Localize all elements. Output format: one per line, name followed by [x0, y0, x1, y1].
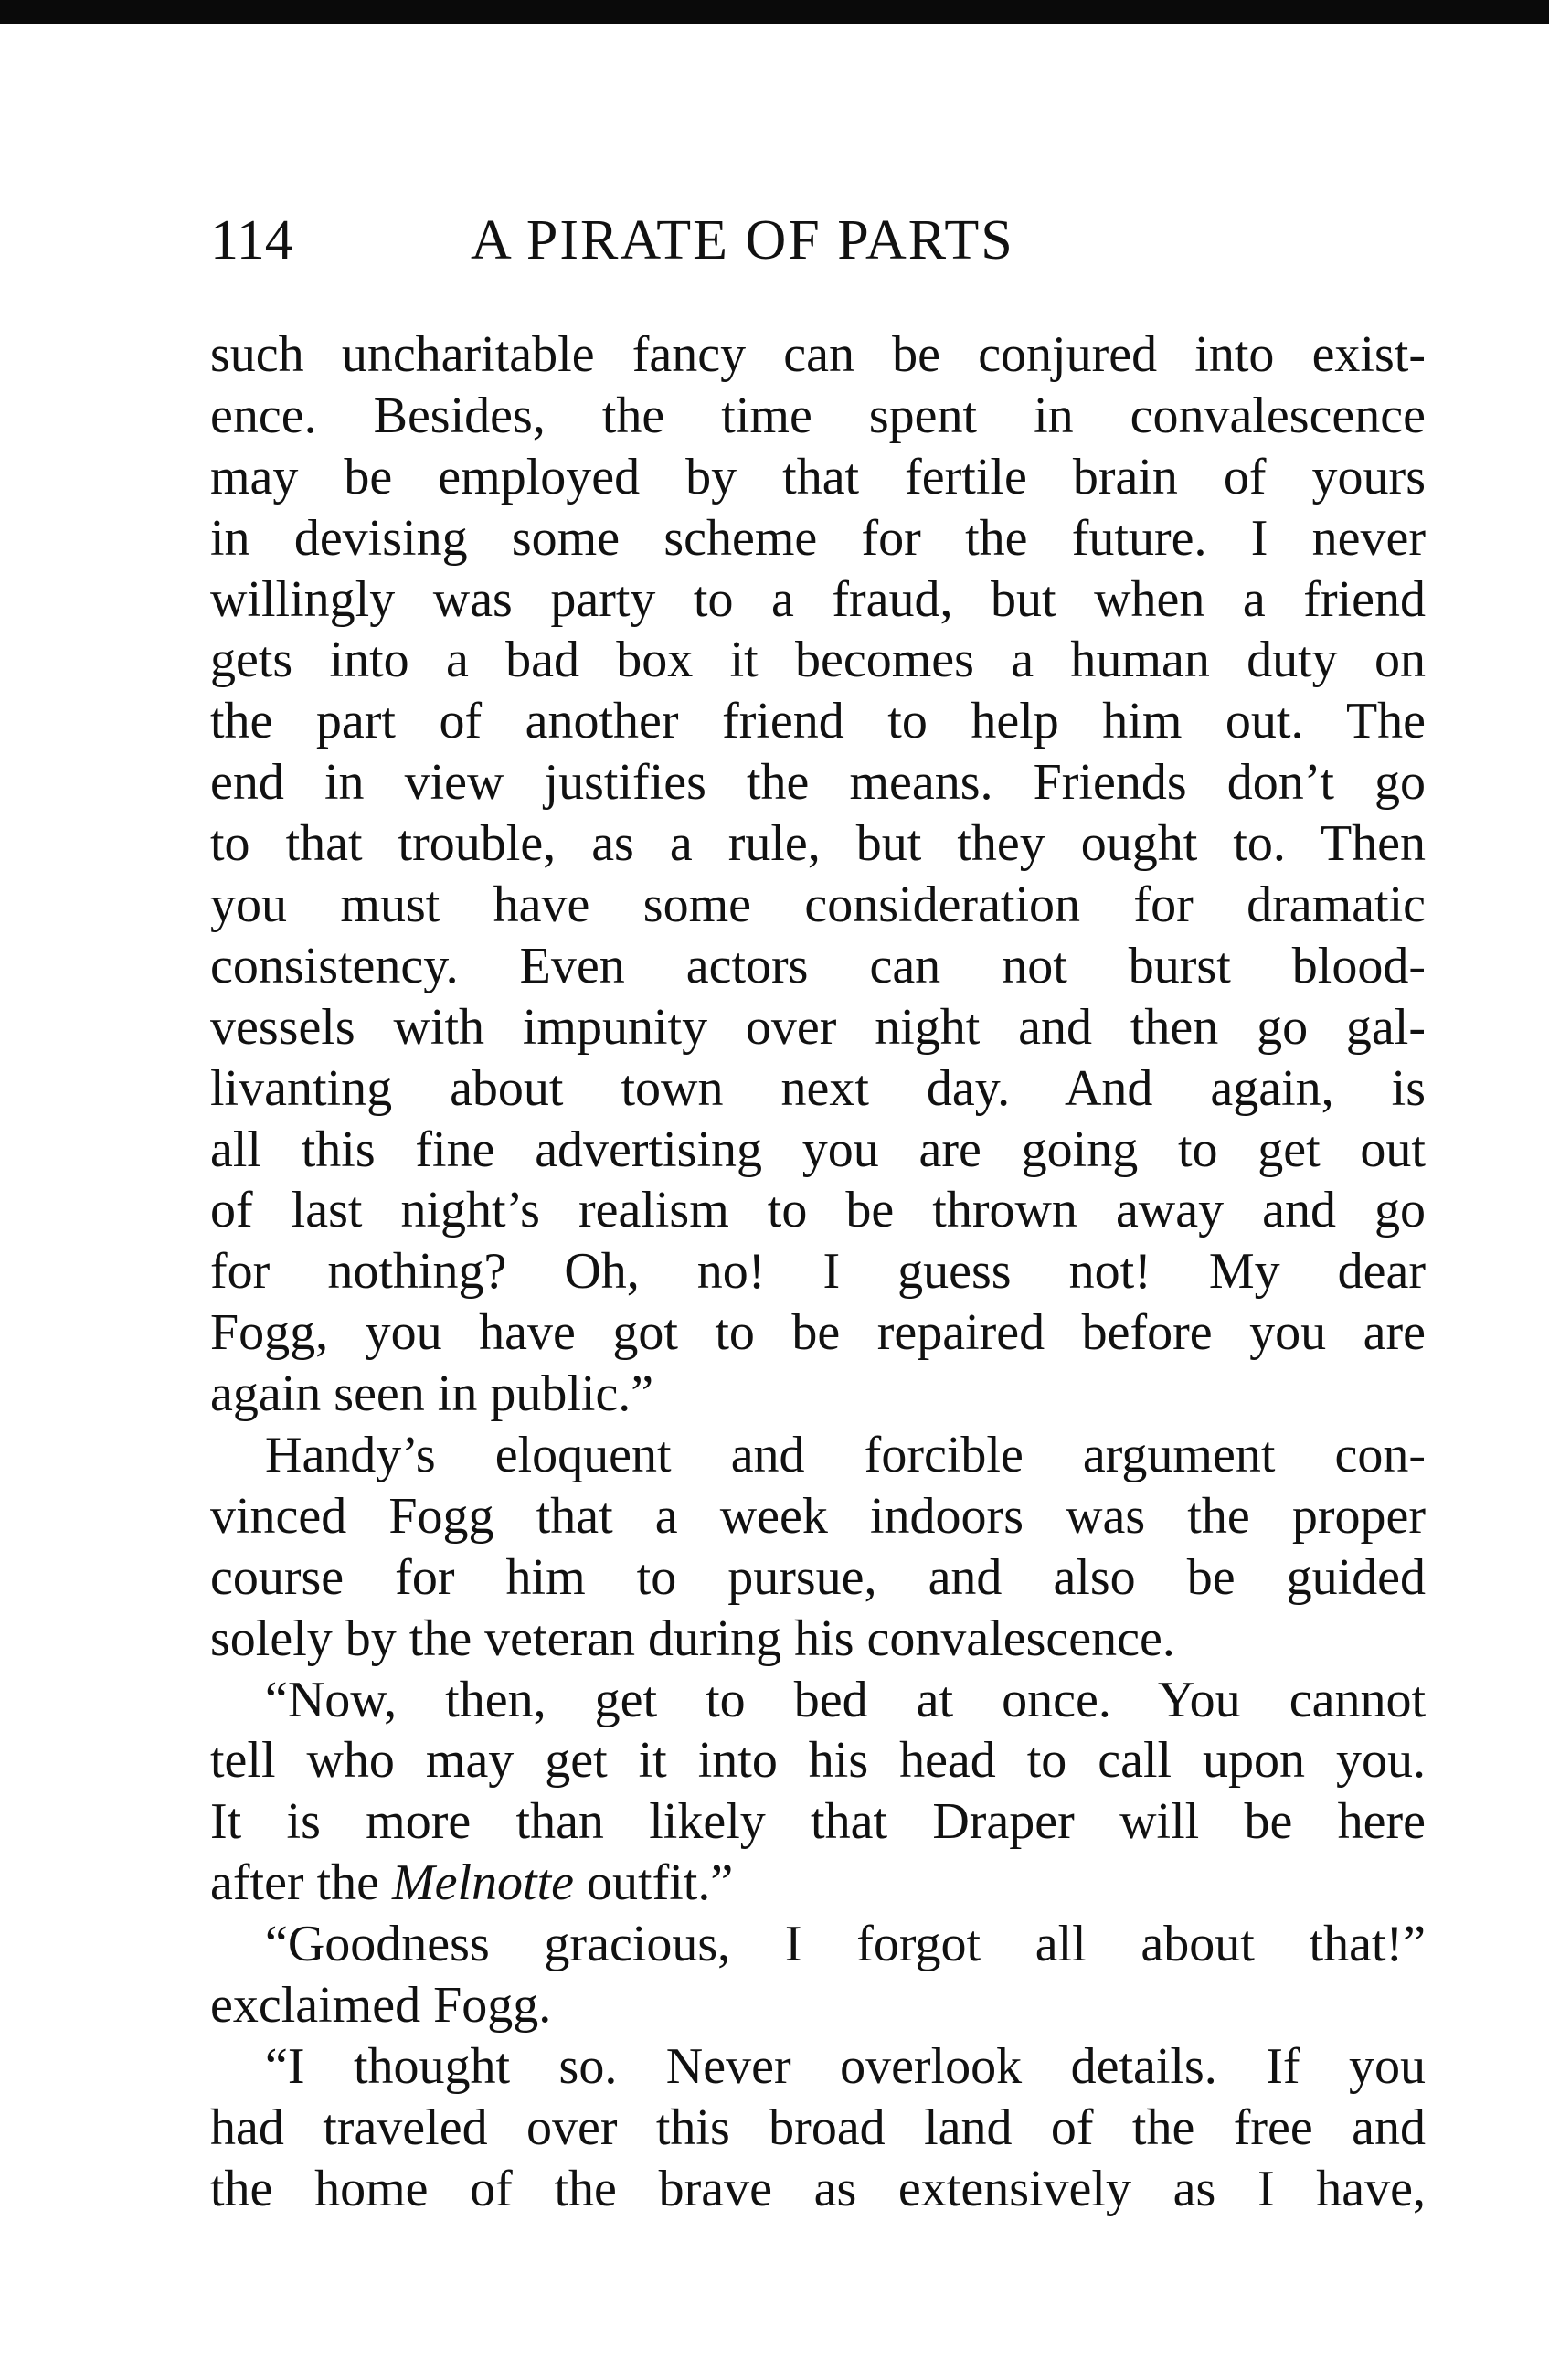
- text-line: consistency. Even actors can not burst blood-: [210, 937, 1426, 994]
- text-line: in devising some scheme for the future. I never: [210, 509, 1426, 567]
- text-line: willingly was party to a fraud, but when a friend: [210, 570, 1426, 628]
- top-border-rule: [0, 0, 1549, 24]
- text-line: the part of another friend to help him out. The: [210, 693, 1426, 750]
- text-line: of last night’s realism to be thrown away and go: [210, 1182, 1426, 1239]
- text-line: “Now, then, get to bed at once. You cannot: [265, 1671, 1426, 1728]
- text-line: again seen in public.”: [210, 1365, 654, 1423]
- text-line: solely by the veteran during his convalescence.: [210, 1610, 1175, 1667]
- text-line: end in view justifies the means. Friends don’t go: [210, 754, 1426, 812]
- text-line: may be employed by that fertile brain of yours: [210, 448, 1426, 505]
- italic-title-melnotte: Melnotte: [391, 1854, 575, 1912]
- text-line-with-italic: [210, 1853, 1426, 1914]
- text-line: exclaimed Fogg.: [210, 1977, 552, 2035]
- text-line: vessels with impunity over night and then go gal-: [210, 998, 1426, 1056]
- text-line: for nothing? Oh, no! I guess not! My dear: [210, 1243, 1426, 1301]
- text-line: all this fine advertising you are going to get out: [210, 1121, 1426, 1178]
- text-line: Fogg, you have got to be repaired before you are: [210, 1304, 1426, 1362]
- page-number: 114: [210, 209, 293, 271]
- text-line: Handy’s eloquent and forcible argument con-: [265, 1427, 1426, 1484]
- body-text: [210, 324, 1426, 2220]
- text-line: “I thought so. Never overlook details. If you: [265, 2037, 1426, 2095]
- text-line: “Goodness gracious, I forgot all about that!”: [265, 1916, 1426, 1973]
- text-line: ence. Besides, the time spent in convalescence: [210, 387, 1426, 444]
- text-line: livanting about town next day. And again, is: [210, 1059, 1426, 1117]
- running-title: A PIRATE OF PARTS: [471, 209, 1014, 271]
- text-line: It is more than likely that Draper will be here: [210, 1793, 1426, 1851]
- page-header: [210, 199, 1435, 282]
- text-line: vinced Fogg that a week indoors was the proper: [210, 1487, 1426, 1545]
- text-segment: after the: [210, 1854, 392, 1912]
- text-line: gets into a bad box it becomes a human duty on: [210, 632, 1426, 689]
- text-line: you must have some consideration for dramatic: [210, 877, 1426, 934]
- text-line: the home of the brave as extensively as I have,: [210, 2160, 1426, 2217]
- text-line: course for him to pursue, and also be guided: [210, 1548, 1426, 1606]
- text-line: tell who may get it into his head to call upon you.: [210, 1732, 1426, 1790]
- text-line: had traveled over this broad land of the free and: [210, 2098, 1426, 2156]
- text-line: to that trouble, as a rule, but they ought to. Then: [210, 815, 1426, 873]
- text-segment: outfit.”: [574, 1854, 734, 1912]
- text-line: such uncharitable fancy can be conjured into exist-: [210, 326, 1426, 383]
